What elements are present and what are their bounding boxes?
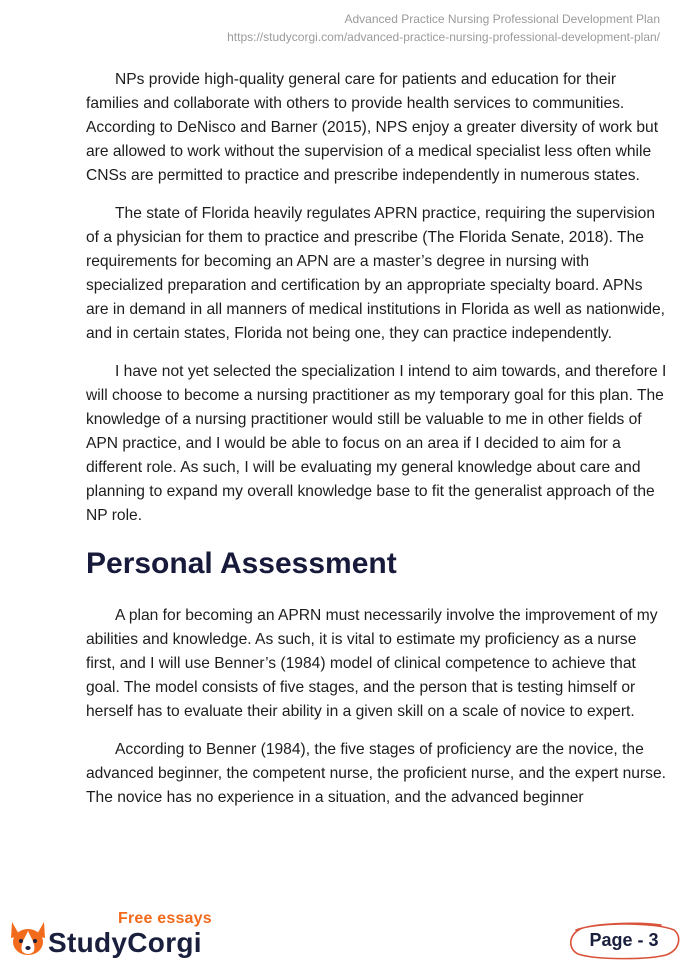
document-title: Advanced Practice Nursing Professional Development Plan [344, 12, 660, 26]
page-header [227, 10, 660, 46]
logo-tagline: Free essays [118, 910, 212, 927]
body-paragraph: According to Benner (1984), the five stages of proficiency are the novice, the advanced beginner, the competent nurse, the proficient nurse, and the expert nurse. The novice has no experience in a situation, and the advanced beginner [86, 741, 666, 806]
corgi-logo-icon [8, 918, 48, 958]
section-heading: Personal Assessment [86, 547, 397, 580]
document-url[interactable]: https://studycorgi.com/advanced-practice-nursing-professional-development-plan/ [227, 30, 660, 44]
body-paragraph: A plan for becoming an APRN must necessarily involve the improvement of my abilities and knowledge. As such, it is vital to estimate my proficiency as a nurse first, and I will use Benner’s (1984) model of clinical competence to achieve that goal. The model consists of five stages, and the person that is testing himself or herself has to evaluate their ability in a given skill on a scale of novice to expert. [86, 607, 658, 720]
page-number-label: Page - 3 [589, 930, 659, 950]
logo-brand-name: StudyCorgi [48, 927, 202, 958]
studycorgi-logo[interactable] [8, 908, 228, 960]
body-paragraph: The state of Florida heavily regulates APRN practice, requiring the supervision of a physician for them to practice and prescribe (The Florida Senate, 2018). The requirements for becoming an APN are a master’s degree in nursing with specialized preparation and certification by an appropriate specialty board. APNs are in demand in all manners of medical institutions in Florida as well as nationwide, and in certain states, Florida not being one, they can practice independently. [86, 205, 665, 342]
body-paragraph: I have not yet selected the specialization I intend to aim towards, and therefore I will choose to become a nursing practitioner as my temporary goal for this plan. The knowledge of a nursing practitioner would still be valuable to me in other fields of APN practice, and I would be able to focus on an area if I decided to aim for a different role. As such, I will be evaluating my general knowledge about care and planning to expand my overall knowledge base to fit the generalist approach of the NP role. [86, 363, 667, 524]
document-body [86, 68, 668, 824]
body-paragraph: NPs provide high-quality general care for patients and education for their families and collaborate with others to provide health services to communities. According to DeNisco and Barner (2015), NPS enjoy a greater diversity of work but are allowed to work without the supervision of a medical specialist less often while CNSs are permitted to practice and prescribe independently in numerous states. [86, 71, 659, 184]
page-number-badge [566, 920, 682, 960]
